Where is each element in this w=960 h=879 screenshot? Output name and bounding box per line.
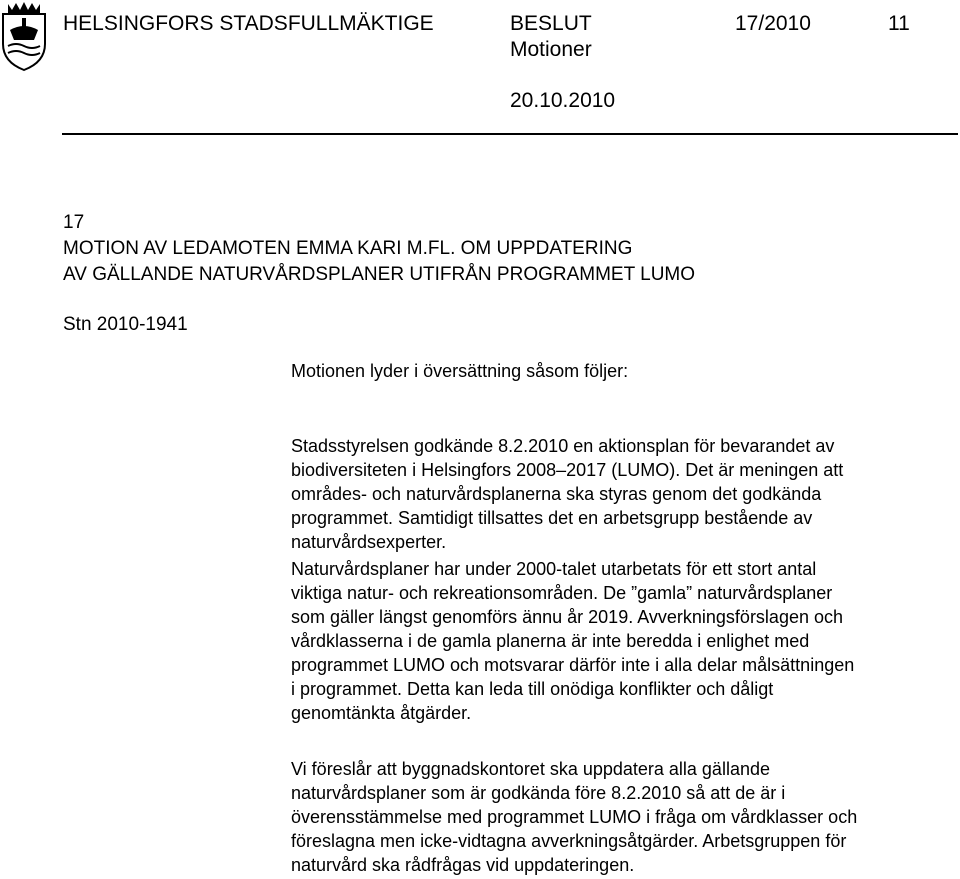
text-line: programmet. Samtidigt tillsattes det en arbetsgrupp bestående av — [291, 508, 813, 528]
text-line: naturvårdsplaner som är godkända före 8.2.2010 så att de är i — [291, 783, 786, 803]
text-line: genomtänkta åtgärder. — [291, 703, 472, 723]
intro-text: Motionen lyder i översättning såsom följer: — [291, 361, 629, 381]
text-line: viktiga natur- och rekreationsområden. De ”gamla” naturvårdsplaner — [291, 583, 833, 603]
header-decision: BESLUT — [510, 12, 592, 35]
item-number: 17 — [63, 212, 85, 233]
text-line: som gäller längst genomförs ännu år 2019. Avverkningsförslagen och — [291, 607, 843, 627]
header-number: 17/2010 — [735, 12, 811, 35]
helsinki-crest-logo — [0, 0, 48, 72]
text-line: programmet LUMO och motsvarar därför inte i alla delar målsättningen — [291, 655, 855, 675]
item-reference: Stn 2010-1941 — [63, 314, 188, 335]
header-date: 20.10.2010 — [510, 89, 616, 112]
paragraph-2 — [291, 557, 956, 725]
text-line: områdes- och naturvårdsplanerna ska styras genom det godkända — [291, 484, 822, 504]
header-page-number: 11 — [888, 12, 910, 35]
header-org: HELSINGFORS STADSFULLMÄKTIGE — [63, 12, 434, 35]
header-section: Motioner — [510, 38, 592, 61]
text-line: vårdklasserna i de gamla planerna är inte beredda i enlighet med — [291, 631, 810, 651]
paragraph-1 — [291, 434, 956, 554]
text-line: i programmet. Detta kan leda till onödiga konflikter och dåligt — [291, 679, 774, 699]
item-title-line: MOTION AV LEDAMOTEN EMMA KARI M.FL. OM UPPDATERING — [63, 238, 633, 259]
paragraph-3 — [291, 757, 956, 877]
text-line: naturvård ska rådfrågas vid uppdateringen. — [291, 855, 635, 875]
header-divider — [62, 133, 958, 135]
text-line: naturvårdsexperter. — [291, 532, 447, 552]
item-title-line: AV GÄLLANDE NATURVÅRDSPLANER UTIFRÅN PROGRAMMET LUMO — [63, 264, 696, 285]
text-line: föreslagna men icke-vidtagna avverkningsåtgärder. Arbetsgruppen för — [291, 831, 847, 851]
text-line: Stadsstyrelsen godkände 8.2.2010 en aktionsplan för bevarandet av — [291, 436, 835, 456]
text-line: Vi föreslår att byggnadskontoret ska uppdatera alla gällande — [291, 759, 770, 779]
text-line: Naturvårdsplaner har under 2000-talet utarbetats för ett stort antal — [291, 559, 817, 579]
text-line: biodiversiteten i Helsingfors 2008–2017 (LUMO). Det är meningen att — [291, 460, 844, 480]
text-line: överensstämmelse med programmet LUMO i fråga om vårdklasser och — [291, 807, 858, 827]
